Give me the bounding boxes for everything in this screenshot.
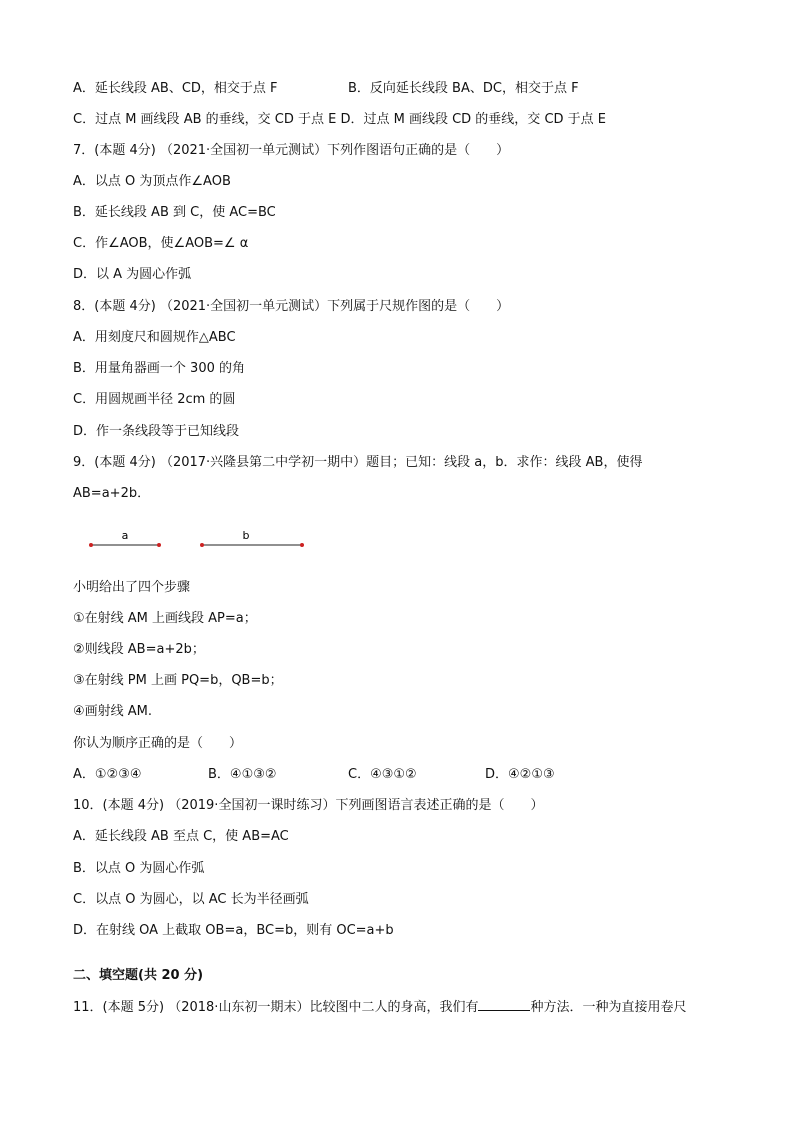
question-9-continued: AB=a+2b． xyxy=(73,486,151,501)
segments-figure xyxy=(80,525,320,555)
q9-step-3: ③在射线 PM 上画 PQ=b，QB=b； xyxy=(73,673,283,688)
answer-blank xyxy=(478,997,530,1011)
q10-option-a: A．延长线段 AB 至点 C，使 AB=AC xyxy=(73,829,289,844)
q9-step-2: ②则线段 AB=a+2b； xyxy=(73,642,205,657)
segment-b-start-point xyxy=(200,543,204,547)
question-7: 7．(本题 4分) （2021·全国初一单元测试）下列作图语句正确的是（ ） xyxy=(73,143,510,158)
q7-option-a: A．以点 O 为顶点作∠AOB xyxy=(73,174,231,189)
q7-option-d: D．以 A 为圆心作弧 xyxy=(73,267,192,282)
q9-ask: 你认为顺序正确的是（ ） xyxy=(73,736,243,751)
question-9: 9．(本题 4分) （2017·兴隆县第二中学初一期中）题目；已知：线段 a，b．求作：线段 AB，使得 xyxy=(73,455,643,470)
segment-a-label: a xyxy=(121,529,129,542)
q6-option-b: B．反向延长线段 BA、DC，相交于点 F xyxy=(348,81,579,96)
q7-option-c: C．作∠AOB，使∠AOB=∠ α xyxy=(73,236,249,251)
section-heading-fill-blank: 二、填空题(共 20 分) xyxy=(73,968,204,983)
q10-option-b: B．以点 O 为圆心作弧 xyxy=(73,861,205,876)
q11-text-after: 种方法．一种为直接用卷尺 xyxy=(530,1000,687,1015)
q9-option-b: B．④①③② xyxy=(208,767,277,782)
segment-b-end-point xyxy=(300,543,304,547)
segment-a-end-point xyxy=(157,543,161,547)
q8-option-b: B．用量角器画一个 300 的角 xyxy=(73,361,245,376)
q10-option-d: D．在射线 OA 上截取 OB=a，BC=b，则有 OC=a+b xyxy=(73,923,394,938)
q9-step-4: ④画射线 AM. xyxy=(73,704,153,719)
q10-option-c: C．以点 O 为圆心，以 AC 长为半径画弧 xyxy=(73,892,309,907)
q9-step-1: ①在射线 AM 上画线段 AP=a； xyxy=(73,611,257,626)
q9-option-d: D．④②①③ xyxy=(485,767,555,782)
q6-options-cd: C．过点 M 画线段 AB 的垂线，交 CD 于点 E D．过点 M 画线段 CD 的垂线，交 CD 于点 E xyxy=(73,112,607,127)
q9-intro: 小明给出了四个步骤 xyxy=(73,580,191,595)
q6-option-a: A．延长线段 AB、CD，相交于点 F xyxy=(73,81,278,96)
q8-option-a: A．用刻度尺和圆规作△ABC xyxy=(73,330,236,345)
q8-option-d: D．作一条线段等于已知线段 xyxy=(73,424,240,439)
q9-option-c: C．④③①② xyxy=(348,767,417,782)
q9-option-a: A．①②③④ xyxy=(73,767,142,782)
q7-option-b: B．延长线段 AB 到 C，使 AC=BC xyxy=(73,205,276,220)
question-11 xyxy=(73,997,686,1017)
question-8: 8．(本题 4分) （2021·全国初一单元测试）下列属于尺规作图的是（ ） xyxy=(73,299,510,314)
q8-option-c: C．用圆规画半径 2cm 的圆 xyxy=(73,392,236,407)
question-10: 10．(本题 4分) （2019·全国初一课时练习）下列画图语言表述正确的是（ ） xyxy=(73,798,544,813)
segment-a-start-point xyxy=(89,543,93,547)
segment-b-label: b xyxy=(242,529,250,542)
q11-text-before: 11．(本题 5分) （2018·山东初一期末）比较图中二人的身高，我们有 xyxy=(73,1000,479,1015)
